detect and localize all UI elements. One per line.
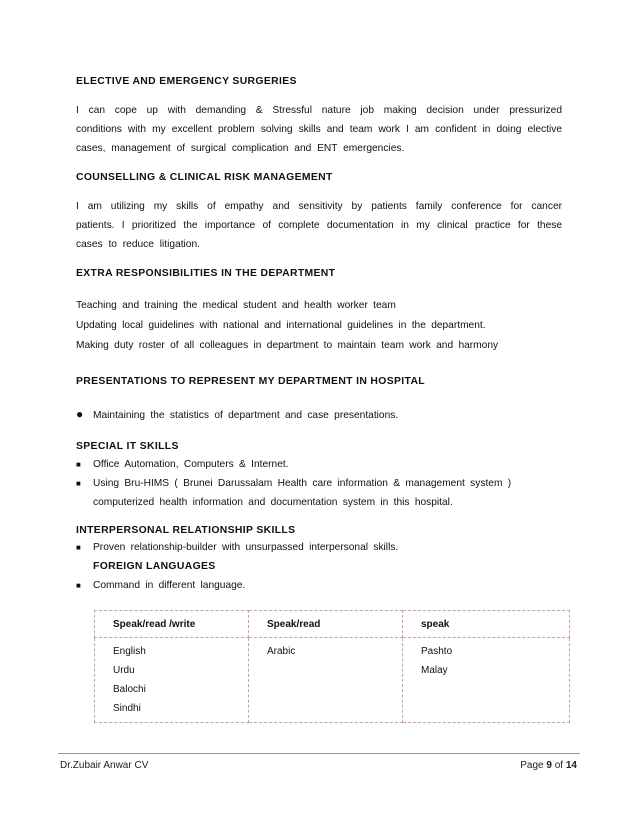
footer-divider — [58, 753, 580, 754]
heading-counselling: COUNSELLING & CLINICAL RISK MANAGEMENT — [76, 172, 333, 183]
heading-it-skills: SPECIAL IT SKILLS — [76, 441, 179, 452]
bullet-square-icon: ■ — [76, 460, 81, 469]
heading-foreign-languages: FOREIGN LANGUAGES — [93, 561, 216, 572]
footer-author: Dr.Zubair Anwar CV — [60, 760, 149, 771]
bullet-interpersonal — [76, 542, 398, 553]
language-item: Sindhi — [113, 703, 141, 714]
language-item: Malay — [421, 665, 448, 676]
bullet-square-icon: ■ — [76, 479, 81, 488]
footer-current-page: 9 — [546, 760, 552, 771]
language-item: Arabic — [267, 646, 296, 657]
bullet-it-1 — [76, 459, 289, 470]
table-header-cell: speak — [403, 611, 570, 638]
extra-line-2: Updating local guidelines with national and international guidelines in the department. — [76, 320, 486, 331]
language-item: Urdu — [113, 665, 135, 676]
table-header-row — [95, 611, 570, 638]
paragraph-counselling: I am utilizing my skills of empathy and sensitivity by patients family conference for cancer patients. I prioritized the importance of complete documentation in my clinical practice for these cases to reduce litigation. — [76, 201, 562, 250]
language-item: Pashto — [421, 646, 453, 657]
bullet-text: Command in different language. — [93, 580, 246, 591]
footer-page-label: Page — [520, 760, 544, 771]
language-item: Balochi — [113, 684, 146, 695]
bullet-text: Maintaining the statistics of department and case presentations. — [93, 410, 399, 421]
bullet-presentations — [76, 409, 398, 421]
bullet-it-2 — [76, 478, 511, 489]
bullet-square-icon: ■ — [76, 581, 81, 590]
extra-line-1: Teaching and training the medical student and health worker team — [76, 300, 396, 311]
table-cell-speak-read-write — [95, 638, 249, 723]
heading-elective-surgeries: ELECTIVE AND EMERGENCY SURGERIES — [76, 76, 297, 87]
heading-presentations: PRESENTATIONS TO REPRESENT MY DEPARTMENT IN HOSPITAL — [76, 376, 425, 387]
table-header-cell: Speak/read /write — [95, 611, 249, 638]
bullet-dot-icon: ● — [76, 407, 84, 421]
table-cell-speak — [403, 638, 570, 723]
bullet-square-icon: ■ — [76, 543, 81, 552]
bullet-text: Proven relationship-builder with unsurpassed interpersonal skills. — [93, 542, 399, 553]
footer-page-number — [520, 760, 577, 771]
language-item: English — [113, 646, 146, 657]
table-header-cell: Speak/read — [249, 611, 403, 638]
languages-table — [94, 610, 570, 723]
heading-extra-responsibilities: EXTRA RESPONSIBILITIES IN THE DEPARTMENT — [76, 268, 336, 279]
bullet-text: Using Bru-HIMS ( Brunei Darussalam Health care information & management system ) — [93, 478, 512, 489]
bullet-text: Office Automation, Computers & Internet. — [93, 459, 289, 470]
extra-line-3: Making duty roster of all colleagues in department to maintain team work and harmony — [76, 340, 499, 351]
table-cell-speak-read — [249, 638, 403, 723]
heading-interpersonal: INTERPERSONAL RELATIONSHIP SKILLS — [76, 525, 296, 536]
footer-of-label: of — [554, 760, 564, 771]
footer-total-pages: 14 — [565, 760, 577, 771]
paragraph-elective-surgeries: I can cope up with demanding & Stressful nature job making decision under pressurized conditions with my excellent problem solving skills and team work I am confident in doing elective cases, management of surgical complication and ENT emergencies. — [76, 105, 562, 154]
table-row — [95, 638, 570, 723]
bullet-languages — [76, 580, 245, 591]
bullet-it-2-continuation: computerized health information and documentation system in this hospital. — [93, 497, 453, 508]
